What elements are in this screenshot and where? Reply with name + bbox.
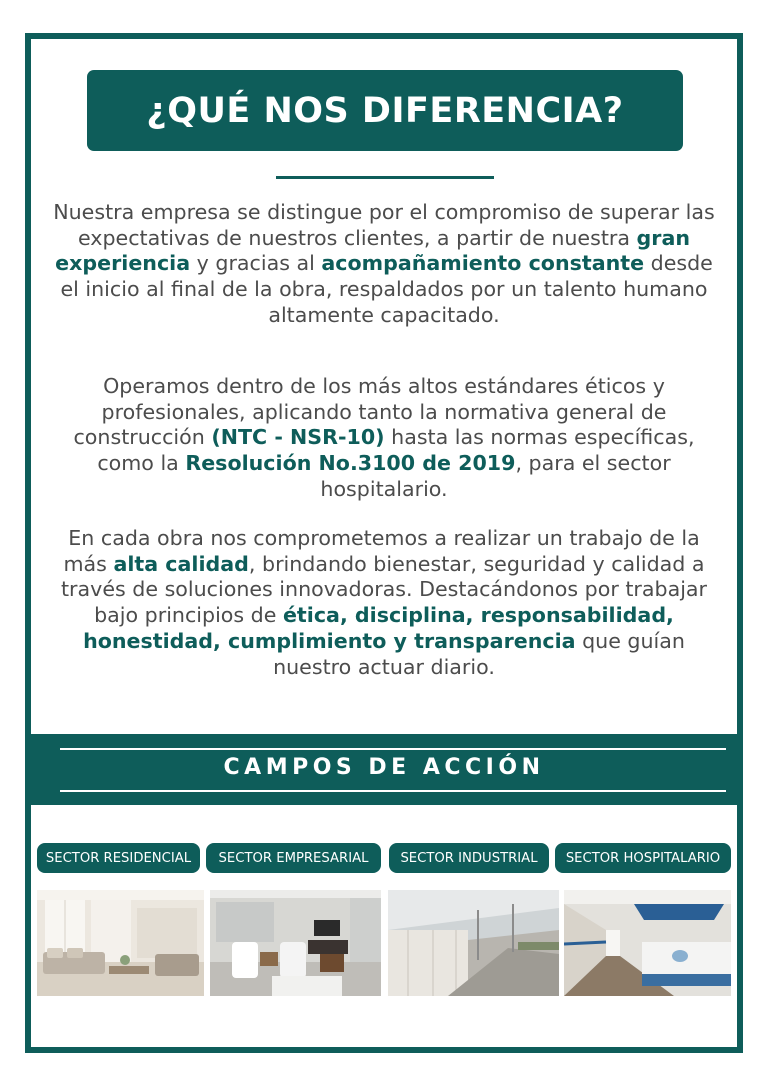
sector-empresarial-button[interactable]: SECTOR EMPRESARIAL xyxy=(206,843,381,873)
p2-highlight-resolucion: Resolución No.3100 de 2019 xyxy=(185,451,516,476)
p3-text-a: En cada obra nos comprometemos a realizar un trabajo de la más xyxy=(63,526,700,576)
p2-text-c: hasta las normas específicas, como la xyxy=(97,425,695,476)
p1-text-a: Nuestra empresa se distingue por el compromiso de superar las expectativas de nuestros clientes, a partir de nuestra xyxy=(53,200,715,250)
p3-highlight-principios: ética, disciplina, responsabilidad, honestidad, cumplimiento y transparencia xyxy=(83,603,674,653)
p3-text-e: que guían nuestro actuar diario. xyxy=(273,628,685,679)
p1-text-e: desde el inicio al final de la obra, respaldados por un talento humano altamente capacitado. xyxy=(60,251,713,327)
photo-residencial xyxy=(37,890,204,996)
title-divider xyxy=(276,176,494,179)
band-line-top xyxy=(60,748,726,750)
p2-text-e: , para el sector hospitalario. xyxy=(320,451,671,501)
intro-paragraph-3 xyxy=(52,526,716,680)
photo-empresarial xyxy=(210,890,381,996)
campos-band xyxy=(31,734,737,805)
intro-paragraph-2 xyxy=(52,374,716,503)
photo-hospitalario xyxy=(564,890,731,996)
p1-text-c: y gracias al xyxy=(190,251,322,276)
sector-industrial-button[interactable]: SECTOR INDUSTRIAL xyxy=(389,843,549,873)
page-title: ¿QUÉ NOS DIFERENCIA? xyxy=(146,90,624,131)
p1-highlight-experiencia: gran experiencia xyxy=(55,225,691,276)
p2-highlight-ntc: (NTC - NSR-10) xyxy=(211,425,385,450)
sector-hospitalario-button[interactable]: SECTOR HOSPITALARIO xyxy=(555,843,731,873)
title-banner xyxy=(87,70,683,151)
sector-residencial-button[interactable]: SECTOR RESIDENCIAL xyxy=(37,843,200,873)
p3-highlight-calidad: alta calidad xyxy=(113,551,249,576)
photo-industrial xyxy=(388,890,559,996)
campos-title: CAMPOS DE ACCIÓN xyxy=(223,755,545,780)
p3-text-c: , brindando bienestar, seguridad y calidad a través de soluciones innovadoras. Destacándonos por trabajar bajo principios de xyxy=(60,551,708,628)
p1-highlight-acompanamiento: acompañamiento constante xyxy=(321,251,645,276)
intro-paragraph-1 xyxy=(52,200,716,329)
p2-text-a: Operamos dentro de los más altos estándares éticos y profesionales, aplicando tanto la normativa general de construcción xyxy=(73,374,667,450)
band-line-bottom xyxy=(60,790,726,792)
